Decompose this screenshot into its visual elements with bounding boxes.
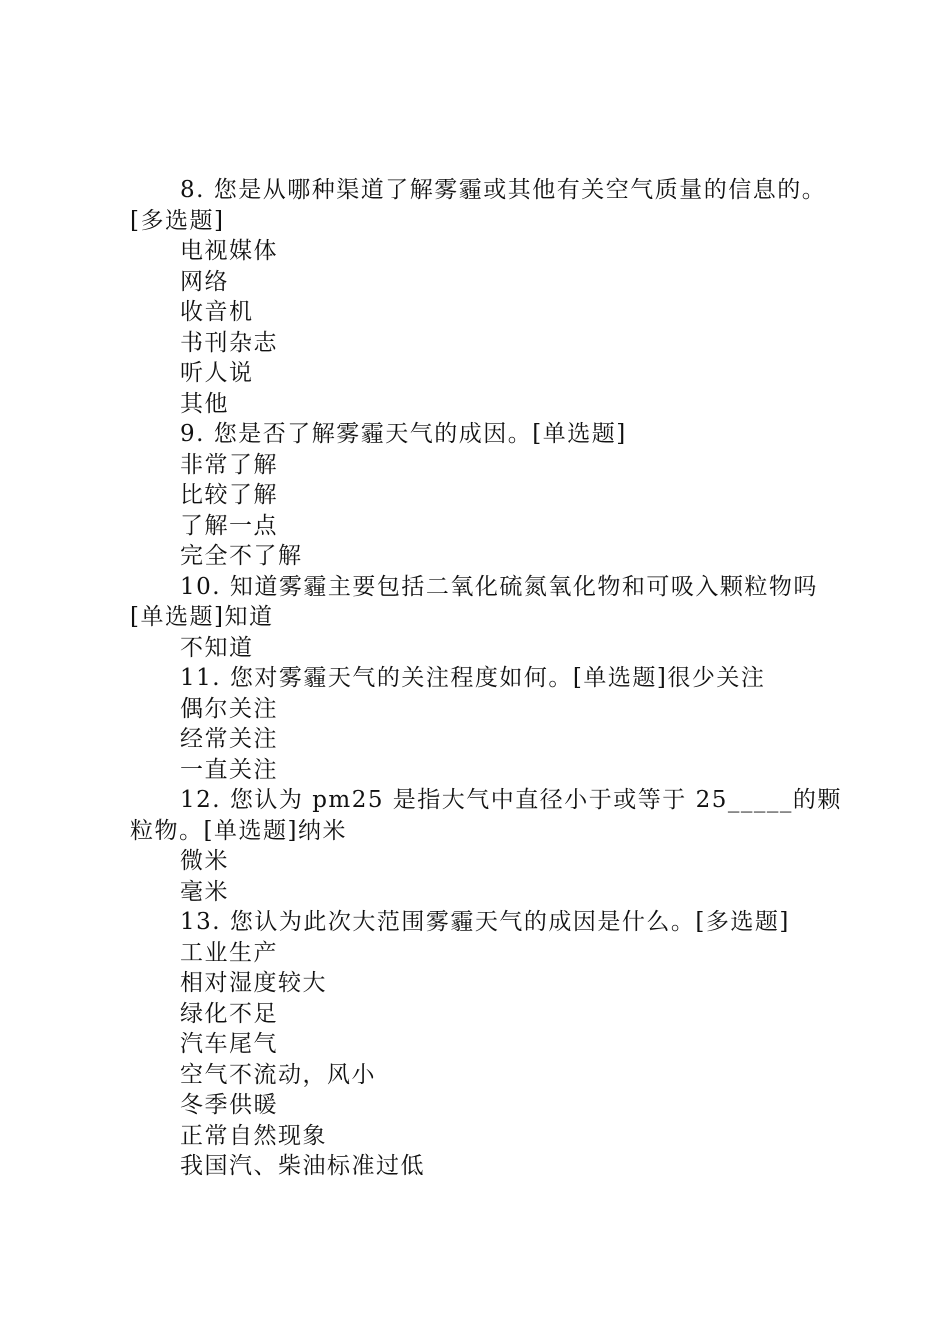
question-12: 12. 您认为 pm25 是指大气中直径小于或等于 25_____的颗粒物。[单选题]纳米 xyxy=(130,787,842,844)
survey-body xyxy=(130,175,850,1182)
question-10: 10. 知道雾霾主要包括二氧化硫氮氧化物和可吸入颗粒物吗 [单选题]知道 xyxy=(130,573,818,630)
option: 网络 xyxy=(180,268,229,295)
option: 相对湿度较大 xyxy=(180,970,327,996)
option: 完全不了解 xyxy=(180,543,303,569)
option: 绿化不足 xyxy=(180,1000,278,1027)
option: 其他 xyxy=(180,390,229,417)
option: 偶尔关注 xyxy=(180,695,278,722)
option: 经常关注 xyxy=(180,726,278,752)
option: 汽车尾气 xyxy=(180,1031,278,1057)
option: 毫米 xyxy=(180,878,229,905)
option: 空气不流动，风小 xyxy=(180,1061,376,1088)
question-8: 8. 您是从哪种渠道了解雾霾或其他有关空气质量的信息的。[多选题] xyxy=(130,177,827,234)
option: 听人说 xyxy=(180,360,254,386)
option: 一直关注 xyxy=(180,756,278,783)
option: 冬季供暖 xyxy=(180,1092,278,1118)
option: 收音机 xyxy=(180,299,254,325)
option: 我国汽、柴油标准过低 xyxy=(180,1153,425,1179)
option: 电视媒体 xyxy=(180,238,278,264)
option: 了解一点 xyxy=(180,512,278,539)
option: 工业生产 xyxy=(180,939,278,966)
option: 不知道 xyxy=(180,634,254,661)
option: 非常了解 xyxy=(180,451,278,478)
option: 书刊杂志 xyxy=(180,329,278,356)
option: 正常自然现象 xyxy=(180,1122,327,1149)
option: 微米 xyxy=(180,848,229,874)
question-9: 9. 您是否了解雾霾天气的成因。[单选题] xyxy=(180,421,627,447)
question-11: 11. 您对雾霾天气的关注程度如何。[单选题]很少关注 xyxy=(180,665,766,691)
question-13: 13. 您认为此次大范围雾霾天气的成因是什么。[多选题] xyxy=(180,909,790,935)
option: 比较了解 xyxy=(180,482,278,508)
